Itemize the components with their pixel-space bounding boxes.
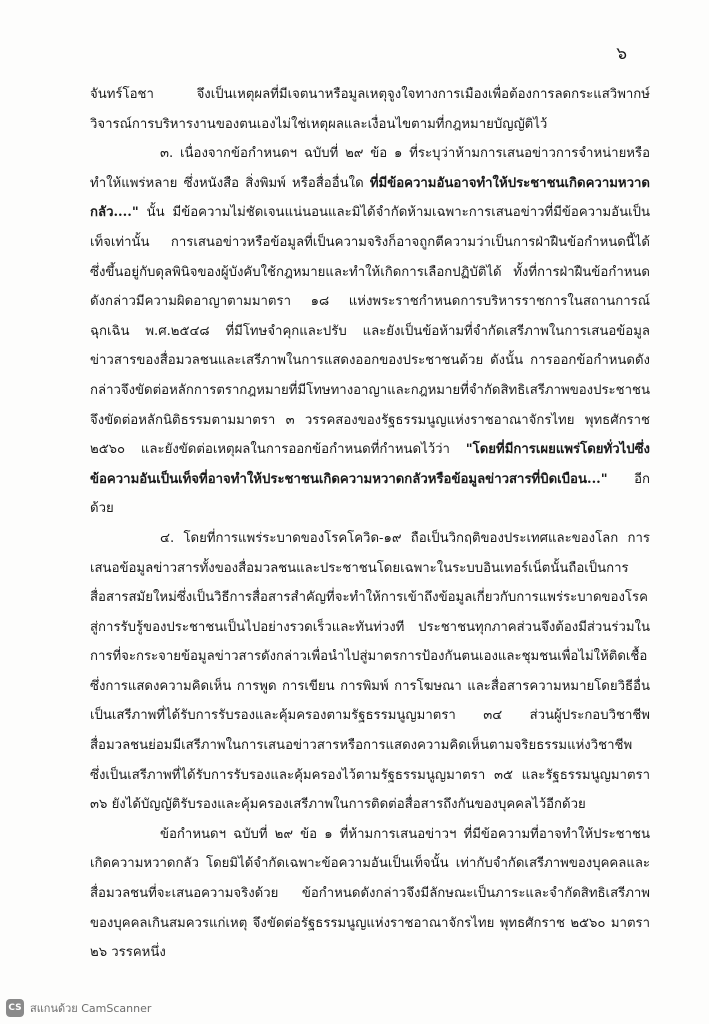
camscanner-footer — [6, 998, 151, 1018]
paragraph-item-4: ๔. โดยที่การแพร่ระบาดของโรคโควิด-๑๙ ถือเป็นวิกฤติของประเทศและของโลก การเสนอข้อมูลข่าวสารทั้งของสื่อมวลชนและประชาชนโดยเฉพาะในระบบอินเทอร์เน็ตนั้นถือเป็นการสื่อสารสมัยใหม่ซึ่งเป็นวิธีการสื่อสารสำคัญที่จะทำให้การเข้าถึงข้อมูลเกี่ยวกับการแพร่ระบาดของโรคสู่การรับรู้ของประชาชนเป็นไปอย่างรวดเร็วและทันท่วงที ประชาชนทุกภาคส่วนจึงต้องมีส่วนร่วมในการที่จะกระจายข้อมูลข่าวสารดังกล่าวเพื่อนำไปสู่มาตรการป้องกันตนเองและชุมชนเพื่อไม่ให้ติดเชื้อ ซึ่งการแสดงความคิดเห็น การพูด การเขียน การพิมพ์ การโฆษณา และสื่อสารความหมายโดยวิธีอื่นเป็นเสรีภาพที่ได้รับการรับรองและคุ้มครองตามรัฐธรรมนูญมาตรา ๓๔ ส่วนผู้ประกอบวิชาชีพสื่อมวลชนย่อมมีเสรีภาพในการเสนอข่าวสารหรือการแสดงความคิดเห็นตามจริยธรรมแห่งวิชาชีพ ซึ่งเป็นเสรีภาพที่ได้รับการรับรองและคุ้มครองไว้ตามรัฐธรรมนูญมาตรา ๓๕ และรัฐธรรมนูญมาตรา ๓๖ ยังได้บัญญัติรับรองและคุ้มครองเสรีภาพในการติดต่อสื่อสารถึงกันของบุคคลไว้อีกด้วย — [90, 530, 650, 813]
document-body — [90, 80, 650, 968]
camscanner-logo: CS — [6, 999, 24, 1017]
paragraph-item-3-bold-quote-2: "โดยที่มีการเผยแพร่โดยทั่วไปซึ่งข้อความอันเป็นเท็จที่อาจทำให้ประชาชนเกิดความหวาดกลัวหรือข้อมูลข่าวสารที่บิดเบือน..." — [90, 442, 650, 487]
camscanner-watermark-text: สแกนด้วย CamScanner — [30, 1002, 152, 1015]
paragraph-item-3-bold-quote-1: ที่มีข้อความอันอาจทำให้ประชาชนเกิดความหวาดกลัว...." — [90, 175, 650, 221]
paragraph-item-3 — [90, 139, 650, 524]
page-number: ๖ — [616, 44, 627, 64]
paragraph-conclusion: ข้อกำหนดฯ ฉบับที่ ๒๙ ข้อ ๑ ที่ห้ามการเสนอข่าวฯ ที่มีข้อความที่อาจทำให้ประชาชนเกิดความหวาดกลัว โดยมิได้จำกัดเฉพาะข้อความอันเป็นเท็จนั้น เท่ากับจำกัดเสรีภาพของบุคคลและสื่อมวลชนที่จะเสนอความจริงด้วย ข้อกำหนดดังกล่าวจึงมีลักษณะเป็นภาระและจำกัดสิทธิเสรีภาพของบุคคลเกินสมควรแก่เหตุ จึงขัดต่อรัฐธรรมนูญแห่งราชอาณาจักรไทย พุทธศักราช ๒๕๖๐ มาตรา ๒๖ วรรคหนึ่ง — [90, 826, 650, 961]
paragraph-item-3-text-c: นั้น มีข้อความไม่ชัดเจนแน่นอนและมิได้จำกัดห้ามเฉพาะการเสนอข่าวที่มีข้อความอันเป็นเท็จเท่านั้น การเสนอข่าวหรือข้อมูลที่เป็นความจริงก็อาจถูกตีความว่าเป็นการฝ่าฝืนข้อกำหนดนี้ได้ ซึ่งขึ้นอยู่กับดุลพินิจของผู้บังคับใช้กฎหมายและทำให้เกิดการเลือกปฏิบัติได้ ทั้งที่การฝ่าฝืนข้อกำหนดดังกล่าวมีความผิดอาญาตามมาตรา ๑๘ แห่งพระราชกำหนดการบริหารราชการในสถานการณ์ฉุกเฉิน พ.ศ.๒๕๔๘ ที่มีโทษจำคุกและปรับ และยังเป็นข้อห้ามที่จำกัดเสรีภาพในการเสนอข้อมูลข่าวสารของสื่อมวลชนและเสรีภาพในการแสดงออกของประชาชนด้วย ดังนั้น การออกข้อกำหนดดังกล่าวจึงขัดต่อหลักการตรากฎหมายที่มีโทษทางอาญาและกฎหมายที่จำกัดสิทธิเสรีภาพของประชาชน จึงขัดต่อหลักนิติธรรมตามมาตรา ๓ วรรคสองของรัฐธรรมนูญแห่งราชอาณาจักรไทย พุทธศักราช ๒๕๖๐ และยังขัดต่อเหตุผลในการออกข้อกำหนดที่กำหนดไว้ว่า — [90, 205, 650, 458]
paragraph-item-3-text-e: อีกด้วย — [90, 471, 650, 517]
paragraph-item-3-text-a: ๓. เนื่องจากข้อกำหนดฯ ฉบับที่ ๒๙ ข้อ ๑ ที่ระบุว่าห้ามการเสนอข่าวการจำหน่ายหรือทำให้แพร่หลาย ซึ่งหนังสือ สิ่งพิมพ์ หรือสื่ออื่นใด — [90, 146, 650, 191]
paragraph-continuation: จันทร์โอชา จึงเป็นเหตุผลที่มีเจตนาหรือมูลเหตุจูงใจทางการเมืองเพื่อต้องการลดกระแสวิพากษ์วิจารณ์การบริหารงานของตนเองไม่ใช่เหตุผลและเงื่อนไขตามที่กฎหมายบัญญัติไว้ — [90, 87, 650, 132]
